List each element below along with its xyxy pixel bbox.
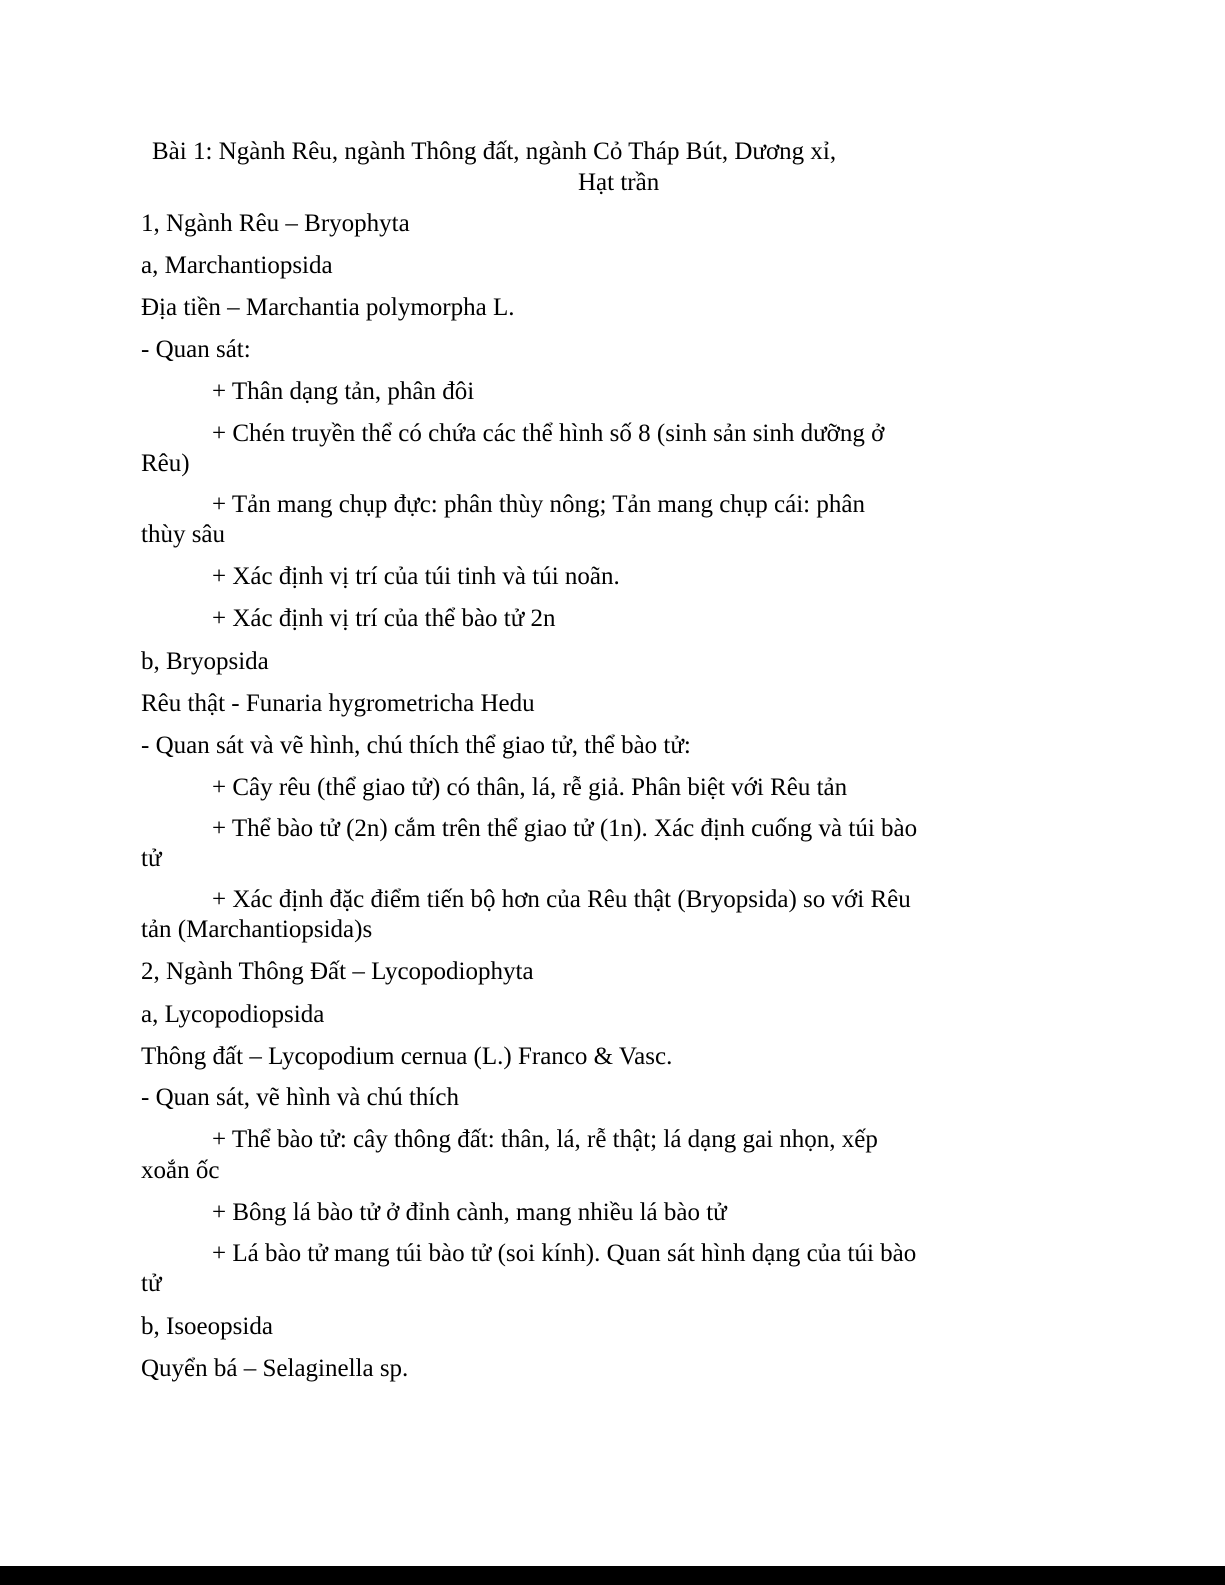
section-heading-lycopodiophyta: 2, Ngành Thông Đất – Lycopodiophyta xyxy=(141,958,534,985)
page-title: Bài 1: Ngành Rêu, ngành Thông đất, ngành Cỏ Tháp Bút, Dương xỉ, xyxy=(152,138,837,165)
section-heading-bryophyta: 1, Ngành Rêu – Bryophyta xyxy=(141,210,410,237)
subsection-heading-isoeopsida: b, Isoeopsida xyxy=(141,1313,273,1340)
observation-item-continuation: Rêu) xyxy=(141,450,190,477)
subsection-heading-marchantiopsida: a, Marchantiopsida xyxy=(141,252,333,279)
observation-item-continuation: xoắn ốc xyxy=(141,1157,220,1184)
species-name: Rêu thật - Funaria hygrometricha Hedu xyxy=(141,690,535,717)
observation-item-continuation: thùy sâu xyxy=(141,521,226,548)
observation-item: + Xác định đặc điểm tiến bộ hơn của Rêu thật (Bryopsida) so với Rêu xyxy=(212,886,911,913)
species-name: Quyển bá – Selaginella sp. xyxy=(141,1355,409,1382)
observation-item: + Tản mang chụp đực: phân thùy nông; Tản mang chụp cái: phân xyxy=(212,491,865,518)
observation-heading: - Quan sát và vẽ hình, chú thích thể giao tử, thể bào tử: xyxy=(141,732,691,759)
observation-heading: - Quan sát, vẽ hình và chú thích xyxy=(141,1084,459,1111)
observation-heading: - Quan sát: xyxy=(141,336,251,363)
subsection-heading-lycopodiopsida: a, Lycopodiopsida xyxy=(141,1001,325,1028)
species-name: Thông đất – Lycopodium cernua (L.) Franco & Vasc. xyxy=(141,1043,673,1070)
observation-item: + Thể bào tử: cây thông đất: thân, lá, rễ thật; lá dạng gai nhọn, xếp xyxy=(212,1126,878,1153)
observation-item: + Lá bào tử mang túi bào tử (soi kính). Quan sát hình dạng của túi bào xyxy=(212,1240,917,1267)
page-bottom-edge xyxy=(0,1566,1225,1585)
observation-item: + Cây rêu (thể giao tử) có thân, lá, rễ giả. Phân biệt với Rêu tản xyxy=(212,774,848,801)
observation-item-continuation: tản (Marchantiopsida)s xyxy=(141,916,373,943)
species-name: Địa tiền – Marchantia polymorpha L. xyxy=(141,294,515,321)
page-title-continuation: Hạt trần xyxy=(578,169,660,196)
observation-item: + Bông lá bào tử ở đỉnh cành, mang nhiều lá bào tử xyxy=(212,1199,727,1226)
observation-item: + Thể bào tử (2n) cắm trên thể giao tử (1n). Xác định cuống và túi bào xyxy=(212,815,918,842)
observation-item: + Chén truyền thể có chứa các thể hình số 8 (sinh sản sinh dưỡng ở xyxy=(212,420,885,447)
subsection-heading-bryopsida: b, Bryopsida xyxy=(141,648,269,675)
observation-item: + Xác định vị trí của túi tinh và túi noãn. xyxy=(212,563,620,590)
observation-item-continuation: tử xyxy=(141,1270,162,1297)
observation-item: + Xác định vị trí của thể bào tử 2n xyxy=(212,605,556,632)
observation-item: + Thân dạng tản, phân đôi xyxy=(212,378,475,405)
observation-item-continuation: tử xyxy=(141,845,162,872)
